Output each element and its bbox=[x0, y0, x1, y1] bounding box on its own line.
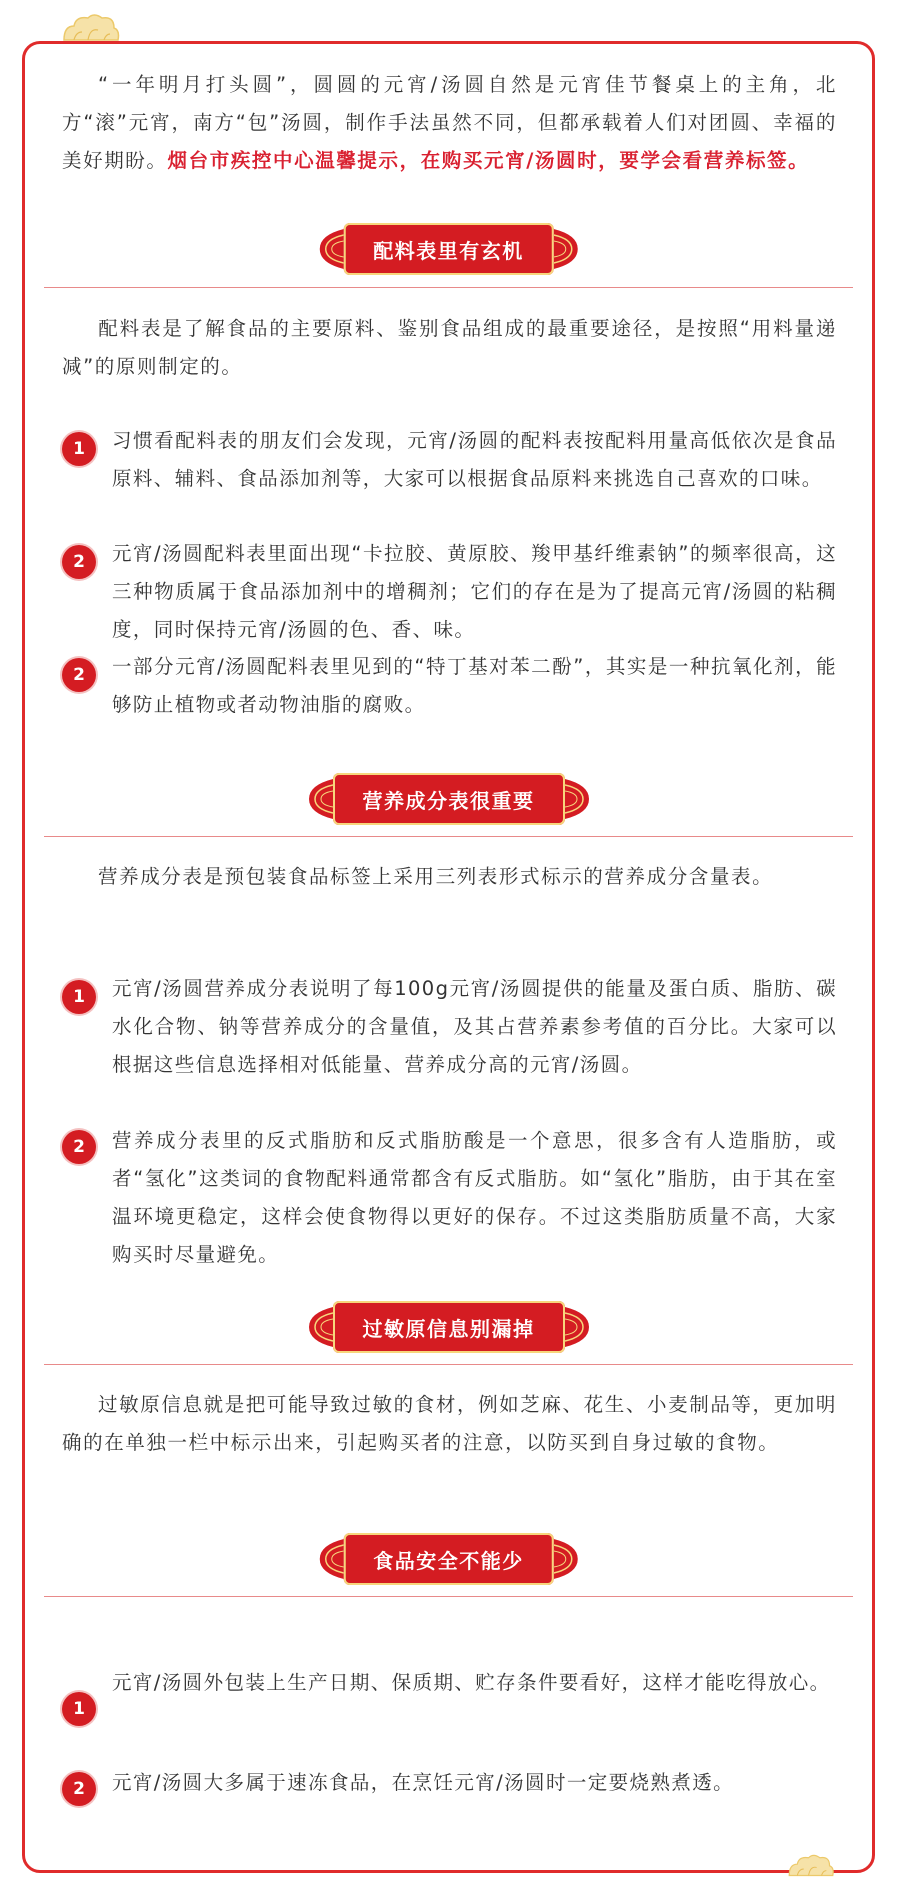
number-badge: 2 bbox=[62, 1130, 96, 1164]
list-item-text: 习惯看配料表的朋友们会发现，元宵/汤圆的配料表按配料用量高低依次是食品原料、辅料、食品添加剂等，大家可以根据食品原料来挑选自己喜欢的口味。 bbox=[112, 429, 837, 490]
section-divider bbox=[44, 287, 853, 288]
intro-highlight: 烟台市疾控中心温馨提示，在购买元宵/汤圆时，要学会看营养标签。 bbox=[167, 149, 810, 172]
section-3-lead bbox=[62, 1386, 837, 1462]
list-item-text: 元宵/汤圆配料表里面出现“卡拉胶、黄原胶、羧甲基纤维素钠”的频率很高，这三种物质属于食品添加剂中的增稠剂；它们的存在是为了提高元宵/汤圆的粘稠度，同时保持元宵/汤圆的色、香、味。 bbox=[112, 542, 837, 641]
list-item-text: 元宵/汤圆营养成分表说明了每100g元宵/汤圆提供的能量及蛋白质、脂肪、碳水化合物、钠等营养成分的含量值，及其占营养素参考值的百分比。大家可以根据这些信息选择相对低能量、营养成分高的元宵/汤圆。 bbox=[112, 977, 837, 1076]
intro-paragraph bbox=[62, 66, 837, 180]
intro-text: “一年明月打头圆”，圆圆的元宵/汤圆自然是元宵佳节餐桌上的主角，北方“滚”元宵，南方“包”汤圆，制作手法虽然不同，但都承载着人们对团圆、幸福的美好期盼。 bbox=[62, 73, 837, 172]
section-title-3: 过敏原信息别漏掉 bbox=[333, 1301, 565, 1353]
section-heading-1 bbox=[0, 222, 897, 282]
fan-ornament-icon bbox=[554, 227, 580, 271]
fan-ornament-icon bbox=[565, 777, 591, 821]
fan-ornament-icon bbox=[317, 1537, 343, 1581]
section-title-4: 食品安全不能少 bbox=[343, 1533, 554, 1585]
section-2-lead bbox=[62, 858, 837, 896]
section-divider bbox=[44, 836, 853, 837]
section-title-1: 配料表里有玄机 bbox=[343, 223, 554, 275]
list-item-text: 元宵/汤圆大多属于速冻食品，在烹饪元宵/汤圆时一定要烧熟煮透。 bbox=[112, 1771, 735, 1794]
section-heading-4 bbox=[0, 1532, 897, 1592]
section-1-lead bbox=[62, 310, 837, 386]
number-badge: 2 bbox=[62, 658, 96, 692]
number-badge: 1 bbox=[62, 432, 96, 466]
fan-ornament-icon bbox=[565, 1305, 591, 1349]
section-divider bbox=[44, 1596, 853, 1597]
number-badge: 2 bbox=[62, 1772, 96, 1806]
fan-ornament-icon bbox=[317, 227, 343, 271]
number-badge: 1 bbox=[62, 980, 96, 1014]
section-heading-3 bbox=[0, 1300, 897, 1360]
section-1-lead-text: 配料表是了解食品的主要原料、鉴别食品组成的最重要途径，是按照“用料量递减”的原则制定的。 bbox=[62, 317, 837, 378]
cloud-ornament-icon bbox=[60, 12, 122, 42]
section-divider bbox=[44, 1364, 853, 1365]
fan-ornament-icon bbox=[307, 777, 333, 821]
fan-ornament-icon bbox=[554, 1537, 580, 1581]
list-item-text: 营养成分表里的反式脂肪和反式脂肪酸是一个意思，很多含有人造脂肪，或者“氢化”这类词的食物配料通常都含有反式脂肪。如“氢化”脂肪，由于其在室温环境更稳定，这样会使食物得以更好的保存。不过这类脂肪质量不高，大家购买时尽量避免。 bbox=[112, 1129, 837, 1266]
list-item-text: 一部分元宵/汤圆配料表里见到的“特丁基对苯二酚”，其实是一种抗氧化剂，能够防止植物或者动物油脂的腐败。 bbox=[112, 655, 837, 716]
section-2-lead-text: 营养成分表是预包装食品标签上采用三列表形式标示的营养成分含量表。 bbox=[98, 865, 774, 888]
number-badge: 2 bbox=[62, 545, 96, 579]
fan-ornament-icon bbox=[307, 1305, 333, 1349]
section-3-lead-text: 过敏原信息就是把可能导致过敏的食材，例如芝麻、花生、小麦制品等，更加明确的在单独一栏中标示出来，引起购买者的注意，以防买到自身过敏的食物。 bbox=[62, 1393, 837, 1454]
section-heading-2 bbox=[0, 772, 897, 832]
list-item-text: 元宵/汤圆外包装上生产日期、保质期、贮存条件要看好，这样才能吃得放心。 bbox=[112, 1671, 831, 1694]
section-title-2: 营养成分表很重要 bbox=[333, 773, 565, 825]
number-badge: 1 bbox=[62, 1692, 96, 1726]
cloud-ornament-icon bbox=[786, 1852, 836, 1878]
